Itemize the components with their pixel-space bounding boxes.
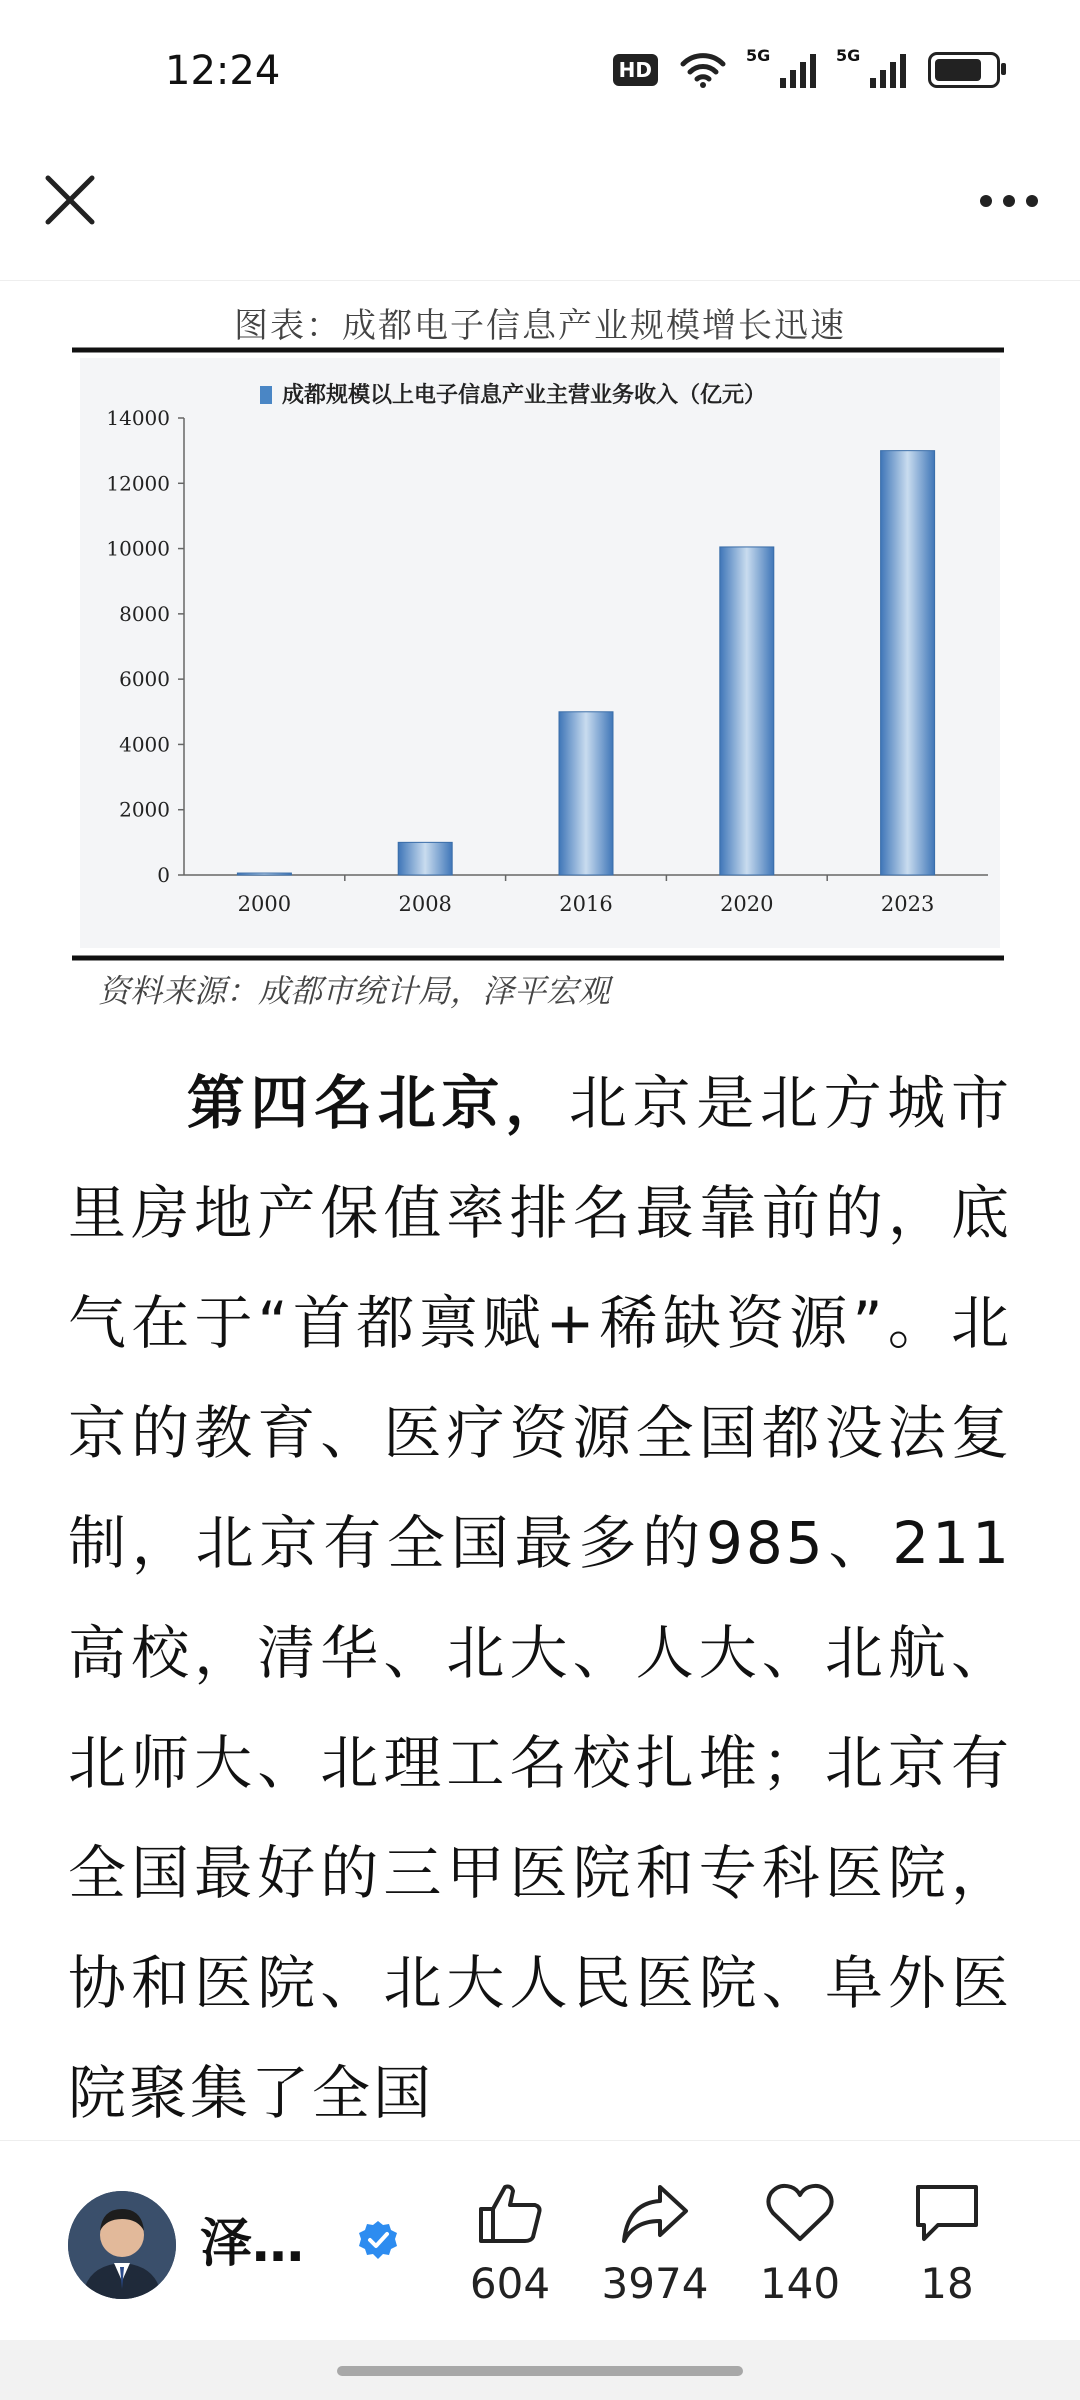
article-text: 北京是北方城市里房地产保值率排名最靠前的，底气在于“首都禀赋+稀缺资源”。北京的教育、医疗资源全国都没法复制，北京有全国最多的985、211高校，清华、北大、人大、北航、北师大、北理工名校扎堆；北京有全国最好的三甲医院和专科医院，协和医院、北大人民医院、阜外医院聚集了全国 (68, 1069, 1012, 2127)
hd-icon: HD (613, 54, 658, 86)
chart-figure (60, 290, 1020, 1030)
favorite-count: 140 (759, 2259, 841, 2308)
share-button[interactable] (585, 2181, 725, 2308)
close-icon (40, 170, 100, 230)
wifi-icon (680, 52, 726, 88)
status-time: 12:24 (165, 48, 281, 94)
bar-chart (60, 290, 1020, 990)
signal-icon: 5G (748, 52, 816, 88)
y-tick-label: 8000 (119, 601, 170, 626)
legend-swatch (260, 386, 272, 404)
comment-count: 18 (920, 2259, 974, 2308)
y-tick-label: 6000 (119, 667, 170, 692)
signal-icon-2: 5G (838, 52, 906, 88)
y-tick-label: 0 (157, 863, 170, 887)
share-icon (620, 2181, 690, 2245)
y-tick-label: 4000 (119, 732, 170, 757)
top-bar (0, 150, 1080, 281)
bar-2020 (720, 547, 774, 875)
bar-2008 (398, 842, 452, 875)
x-tick-label: 2020 (720, 892, 774, 916)
author-avatar-icon (68, 2191, 176, 2299)
like-count: 604 (469, 2259, 551, 2308)
battery-icon (928, 52, 1000, 88)
more-icon (974, 176, 1044, 226)
like-button[interactable] (440, 2181, 580, 2308)
heart-icon (765, 2181, 835, 2245)
home-indicator (0, 2340, 1080, 2400)
verified-badge-icon (357, 2219, 399, 2261)
thumbs-up-icon (475, 2181, 545, 2245)
x-tick-label: 2016 (559, 892, 613, 916)
status-bar (0, 0, 1080, 150)
y-tick-label: 2000 (119, 797, 170, 822)
figure-title: 图表：成都电子信息产业规模增长迅速 (234, 306, 846, 346)
close-button[interactable] (40, 170, 100, 230)
article-lead: 第四名北京， (184, 1069, 569, 1137)
home-indicator-bar[interactable] (337, 2366, 743, 2376)
x-tick-label: 2023 (880, 892, 935, 916)
comment-button[interactable] (877, 2181, 1017, 2308)
author-name[interactable]: 泽… (200, 2214, 305, 2274)
x-tick-label: 2008 (398, 892, 452, 916)
article-body (68, 1048, 1012, 2148)
bottom-bar (0, 2140, 1080, 2341)
bar-2023 (881, 451, 935, 875)
more-button[interactable] (974, 176, 1044, 226)
chart-background (80, 358, 1000, 948)
y-tick-label: 10000 (106, 536, 170, 561)
avatar[interactable] (68, 2191, 176, 2299)
bar-2000 (237, 873, 291, 875)
comment-icon (912, 2181, 982, 2245)
legend-label: 成都规模以上电子信息产业主营业务收入（亿元） (282, 382, 767, 408)
favorite-button[interactable] (730, 2181, 870, 2308)
share-count: 3974 (601, 2259, 709, 2308)
status-icons (613, 46, 1000, 88)
bar-2016 (559, 712, 613, 875)
figure-source: 资料来源：成都市统计局，泽平宏观 (98, 972, 611, 1010)
y-tick-label: 12000 (106, 471, 170, 496)
y-tick-label: 14000 (106, 406, 170, 430)
x-tick-label: 2000 (237, 892, 292, 916)
